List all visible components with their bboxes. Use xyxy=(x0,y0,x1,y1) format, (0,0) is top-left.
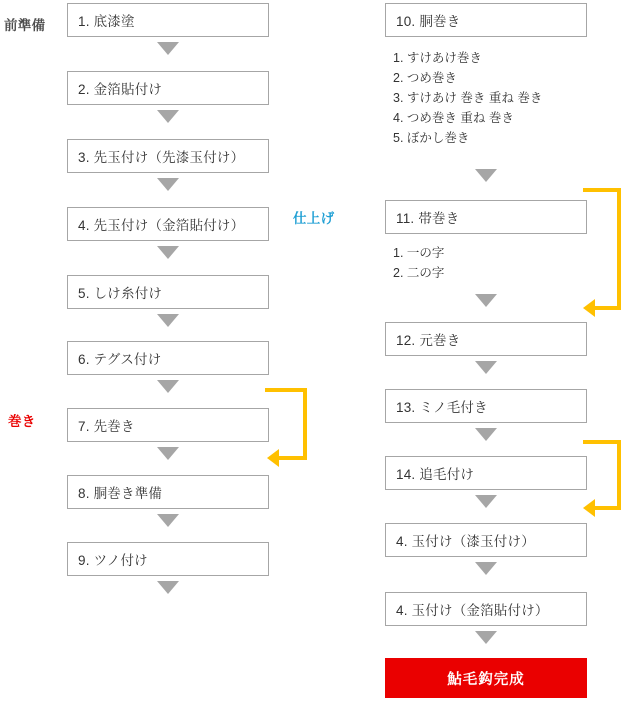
sublist-doumaki-item-1: 1. すけあけ巻き xyxy=(393,51,482,65)
arrow-down-icon-8 xyxy=(157,514,179,527)
step-box-5[interactable]: 5. しけ糸付け xyxy=(67,275,269,309)
stage-label-preparation: 前準備 xyxy=(4,18,46,33)
arrow-down-icon-13 xyxy=(475,428,497,441)
step-box-13[interactable]: 13. ミノ毛付き xyxy=(385,389,587,423)
arrow-down-icon-4 xyxy=(157,246,179,259)
step-box-14[interactable]: 14. 追毛付け xyxy=(385,456,587,490)
arrow-down-icon-1 xyxy=(157,42,179,55)
arrow-down-icon-7 xyxy=(157,447,179,460)
step-box-7[interactable]: 7. 先巻き xyxy=(67,408,269,442)
stage-label-winding: 巻き xyxy=(8,414,36,429)
stage-label-finishing: 仕上げ xyxy=(293,211,335,226)
step-box-4[interactable]: 4. 先玉付け（金箔貼付け） xyxy=(67,207,269,241)
sublist-doumaki-item-5: 5. ぼかし巻き xyxy=(393,131,470,145)
step-box-9[interactable]: 9. ツノ付け xyxy=(67,542,269,576)
arrow-down-icon-9 xyxy=(157,581,179,594)
step-box-16[interactable]: 4. 玉付け（金箔貼付け） xyxy=(385,592,587,626)
step-box-1[interactable]: 1. 底漆塗 xyxy=(67,3,269,37)
arrow-down-icon-12 xyxy=(475,361,497,374)
arrow-down-icon-14 xyxy=(475,495,497,508)
loop-arrow-left xyxy=(265,388,313,468)
arrow-down-icon-5 xyxy=(157,314,179,327)
arrow-down-icon-11 xyxy=(475,294,497,307)
step-box-2[interactable]: 2. 金箔貼付け xyxy=(67,71,269,105)
sublist-doumaki xyxy=(393,48,542,148)
sublist-doumaki-item-4: 4. つめ巻き 重ね 巻き xyxy=(393,111,514,125)
sublist-obimaki xyxy=(393,243,444,283)
arrow-down-icon-6 xyxy=(157,380,179,393)
arrow-down-icon-16 xyxy=(475,631,497,644)
final-result-box: 鮎毛鈎完成 xyxy=(385,658,587,698)
step-box-15[interactable]: 4. 玉付け（漆玉付け） xyxy=(385,523,587,557)
step-box-10[interactable]: 10. 胴巻き xyxy=(385,3,587,37)
arrow-down-icon-15 xyxy=(475,562,497,575)
arrow-down-icon-10 xyxy=(475,169,497,182)
step-box-8[interactable]: 8. 胴巻き準備 xyxy=(67,475,269,509)
step-box-6[interactable]: 6. テグス付け xyxy=(67,341,269,375)
loop-arrow-right-upper xyxy=(583,188,626,316)
arrow-down-icon-2 xyxy=(157,110,179,123)
sublist-doumaki-item-2: 2. つめ巻き xyxy=(393,71,457,85)
sublist-obimaki-item-2: 2. 二の字 xyxy=(393,266,445,280)
sublist-doumaki-item-3: 3. すけあけ 巻き 重ね 巻き xyxy=(393,91,543,105)
step-box-3[interactable]: 3. 先玉付け（先漆玉付け） xyxy=(67,139,269,173)
arrow-down-icon-3 xyxy=(157,178,179,191)
step-box-11[interactable]: 11. 帯巻き xyxy=(385,200,587,234)
step-box-12[interactable]: 12. 元巻き xyxy=(385,322,587,356)
loop-arrow-right-lower xyxy=(583,440,626,516)
sublist-obimaki-item-1: 1. 一の字 xyxy=(393,246,445,260)
